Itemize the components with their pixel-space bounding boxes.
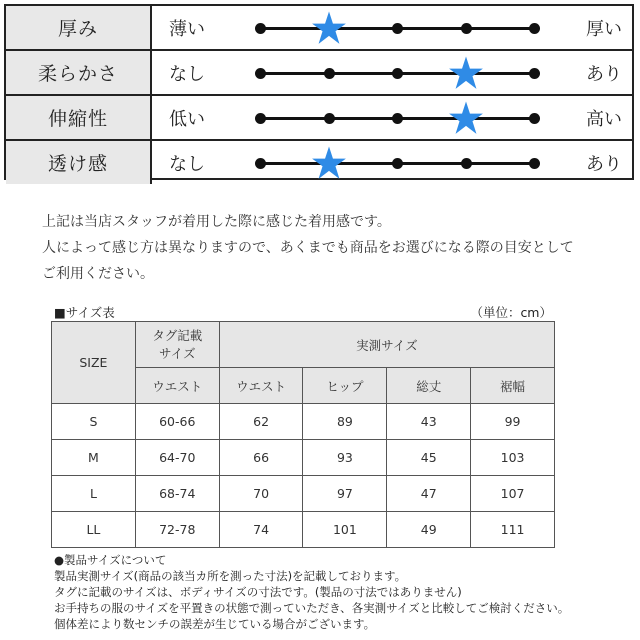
tag-waist-cell: 72-78 (135, 512, 219, 548)
rating-dot (529, 158, 540, 169)
hem-cell: 103 (471, 440, 555, 476)
rating-row-softness (6, 49, 632, 94)
tag-waist-cell: 64-70 (135, 440, 219, 476)
footnote-line: 製品実測サイズ(商品の該当カ所を測った寸法)を記載しております。 (54, 569, 407, 583)
footnote-line: 個体差により数センチの誤差が生じている場合がございます。 (54, 617, 376, 631)
rating-label: 透け感 (6, 141, 152, 184)
length-cell: 43 (387, 404, 471, 440)
rating-star-icon (448, 55, 484, 91)
rating-dot (529, 23, 540, 34)
column-header: 総丈 (387, 368, 471, 404)
rating-dot (392, 23, 403, 34)
note-line: 上記は当店スタッフが着用した際に感じた着用感です。 (42, 214, 391, 230)
column-header: ヒップ (303, 368, 387, 404)
rating-dot (324, 68, 335, 79)
rating-dot (255, 68, 266, 79)
rating-dot (392, 68, 403, 79)
waist-cell: 66 (219, 440, 303, 476)
rating-dot (255, 23, 266, 34)
rating-label: 柔らかさ (6, 51, 152, 94)
hip-cell: 89 (303, 404, 387, 440)
rating-right-label: 高い (586, 108, 622, 130)
waist-cell: 62 (219, 404, 303, 440)
column-header: ウエスト (135, 368, 219, 404)
size-table (51, 321, 555, 548)
size-cell: M (52, 440, 136, 476)
rating-star-icon (311, 10, 347, 46)
length-cell: 49 (387, 512, 471, 548)
rating-dot (255, 158, 266, 169)
waist-cell: 74 (219, 512, 303, 548)
rating-row-sheerness (6, 139, 632, 184)
hip-cell: 93 (303, 440, 387, 476)
tag-size-header: タグ記載 サイズ (135, 322, 219, 368)
rating-label: 厚み (6, 6, 152, 49)
hem-cell: 99 (471, 404, 555, 440)
rating-dot (529, 68, 540, 79)
waist-cell: 70 (219, 476, 303, 512)
hip-cell: 97 (303, 476, 387, 512)
table-row (52, 512, 555, 548)
tag-waist-cell: 60-66 (135, 404, 219, 440)
rating-star-icon (311, 145, 347, 181)
hem-cell: 111 (471, 512, 555, 548)
rating-dot (529, 113, 540, 124)
rating-label: 伸縮性 (6, 96, 152, 139)
footnote-line: お手持ちの服のサイズを平置きの状態で測っていただき、各実測サイズと比較してご検討ください。 (54, 601, 570, 615)
rating-left-label: 薄い (169, 18, 205, 40)
hip-cell: 101 (303, 512, 387, 548)
column-header: 裾幅 (471, 368, 555, 404)
unit-label: （単位：cm） (470, 305, 552, 320)
rating-dot (324, 113, 335, 124)
rating-dot (461, 158, 472, 169)
size-cell: LL (52, 512, 136, 548)
rating-row-stretch (6, 94, 632, 139)
column-header: ウエスト (219, 368, 303, 404)
rating-right-label: 厚い (586, 18, 622, 40)
table-row (52, 440, 555, 476)
length-cell: 47 (387, 476, 471, 512)
rating-right-label: あり (586, 63, 622, 85)
rating-left-label: なし (169, 63, 205, 85)
footnote-heading: ●製品サイズについて (54, 553, 167, 567)
length-cell: 45 (387, 440, 471, 476)
rating-dot (461, 23, 472, 34)
note-line: ご利用ください。 (42, 266, 154, 282)
size-header: SIZE (52, 322, 136, 404)
note-line: 人によって感じ方は異なりますので、あくまでも商品をお選びになる際の目安として (42, 240, 574, 256)
hem-cell: 107 (471, 476, 555, 512)
rating-table (4, 4, 634, 180)
rating-row-thickness (6, 6, 632, 49)
size-cell: L (52, 476, 136, 512)
rating-dot (255, 113, 266, 124)
tag-waist-cell: 68-74 (135, 476, 219, 512)
rating-left-label: 低い (169, 108, 205, 130)
table-row (52, 476, 555, 512)
footnote-line: タグに記載のサイズは、ボディサイズの寸法です。(製品の寸法ではありません) (54, 585, 462, 599)
measured-size-header: 実測サイズ (219, 322, 554, 368)
table-row (52, 404, 555, 440)
rating-right-label: あり (586, 153, 622, 175)
rating-dot (392, 113, 403, 124)
size-cell: S (52, 404, 136, 440)
rating-dot (392, 158, 403, 169)
rating-left-label: なし (169, 153, 205, 175)
rating-star-icon (448, 100, 484, 136)
size-chart-heading: ■サイズ表 (54, 305, 115, 320)
